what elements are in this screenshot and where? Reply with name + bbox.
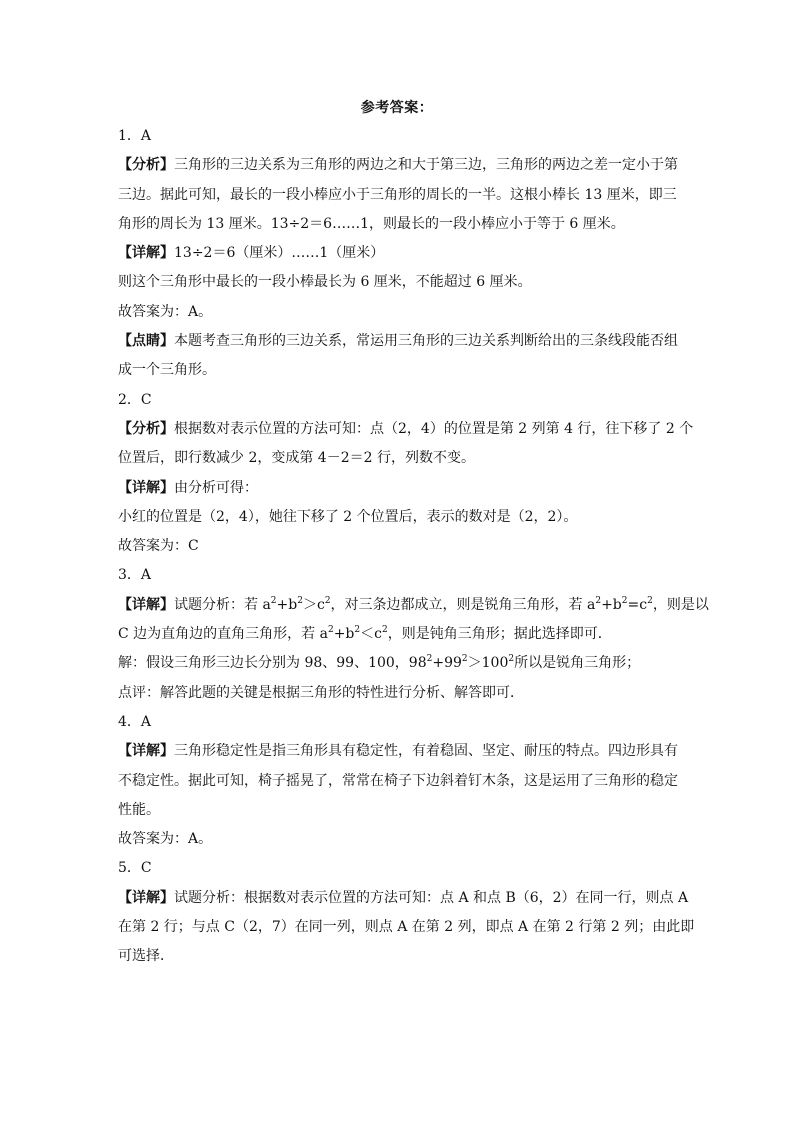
q5-detail-line-2: 在第 2 行；与点 C（2，7）在同一列，则点 A 在第 2 列，即点 A 在第 2 行第 2 列；由此即	[118, 919, 695, 936]
q3-text-seg: 试题分析：若 a	[174, 596, 271, 613]
q4-detail-line-1	[118, 737, 678, 766]
q1-analysis-text-1: 三角形的三边关系为三角形的两边之和大于第三边，三角形的两边之差一定小于第	[174, 157, 678, 174]
q1-analysis-line-1	[118, 151, 678, 180]
q3-text-seg: +99	[432, 655, 462, 672]
q1-analysis-line-2: 三边。据此可知，最长的一段小棒应小于三角形的周长的一半。这根小棒长 13 厘米，即三	[118, 186, 677, 203]
superscript: 2	[327, 625, 334, 636]
q2-detail-text-1: 由分析可得：	[174, 479, 258, 496]
point-tag: 【点睛】	[118, 333, 174, 350]
q4-detail-text-1: 三角形稳定性是指三角形具有稳定性，有着稳固、坚定、耐压的特点。四边形具有	[174, 743, 678, 760]
q4-detail-line-2: 不稳定性。据此可知，椅子摇晃了，常常在椅子下边斜着钉木条，这是运用了三角形的稳定	[118, 772, 678, 789]
q3-text-seg: 解：假设三角形三边长分别为 98、99、100，98	[118, 655, 427, 672]
superscript: 2	[621, 595, 628, 606]
q5-detail-line-3: 可选择．	[118, 948, 174, 965]
q2-answer: 故答案为：C	[118, 538, 199, 555]
superscript: 2	[270, 595, 277, 606]
q4-detail-line-3: 性能。	[118, 801, 160, 818]
q2-analysis-line-1	[118, 415, 694, 444]
q1-detail-line-1	[118, 239, 678, 268]
q1-analysis-line-3: 角形的周长为 13 厘米。13÷2＝6……1，则最长的一段小棒应小于等于 6 厘米。	[118, 215, 625, 232]
q2-analysis-text-1: 根据数对表示位置的方法可知：点（2，4）的位置是第 2 列第 4 行，往下移了 2 个	[174, 420, 694, 437]
q2-detail-line-2: 小红的位置是（2，4），她往下移了 2 个位置后，表示的数对是（2，2）。	[118, 508, 578, 525]
superscript: 2	[354, 625, 361, 636]
q2-number: 2．C	[118, 391, 152, 408]
q1-number: 1．A	[118, 128, 152, 144]
superscript: 2	[297, 595, 303, 606]
superscript: 2	[461, 654, 468, 665]
detail-tag: 【详解】	[118, 479, 174, 496]
q3-comment-line: 点评：解答此题的关键是根据三角形的特性进行分析、解答即可．	[118, 684, 524, 701]
q3-detail-line-1	[118, 591, 709, 620]
q3-text-seg: ，对三条边都成立，则是锐角三角形，若 a	[330, 596, 596, 613]
detail-tag: 【详解】	[118, 596, 174, 613]
q3-text-seg: ，则是钝角三角形；据此选择即可．	[387, 626, 612, 643]
q5-detail-line-1	[118, 884, 689, 913]
q4-answer: 故答案为：A。	[118, 831, 213, 848]
q3-text-seg: ＞100	[467, 655, 509, 672]
q5-detail-text-1: 试题分析：根据数对表示位置的方法可知：点 A 和点 B（6，2）在同一行，则点 A	[174, 889, 689, 906]
q3-text-seg: ＜c	[360, 626, 382, 643]
q3-text-seg: +b	[601, 596, 622, 613]
q3-detail-line-2	[118, 620, 678, 649]
q3-number: 3．A	[118, 567, 152, 584]
superscript: 2	[595, 595, 602, 606]
q3-text-seg: 所以是锐角三角形；	[514, 655, 641, 672]
q1-detail-line-2: 则这个三角形中最长的一段小棒最长为 6 厘米，不能超过 6 厘米。	[118, 274, 532, 291]
page-title: 参考答案：	[360, 100, 434, 116]
detail-tag: 【详解】	[118, 743, 174, 760]
q3-text-seg: +b	[276, 596, 298, 613]
analysis-tag: 【分析】	[118, 157, 174, 174]
answer-content	[118, 122, 709, 972]
q4-number: 4．A	[118, 713, 152, 730]
q3-text-seg: ，则是以	[652, 596, 709, 613]
q3-solution-line	[118, 649, 678, 678]
detail-tag: 【详解】	[118, 245, 174, 262]
q1-answer: 故答案为：A。	[118, 303, 213, 320]
q1-point-text-1: 本题考查三角形的三边关系，常运用三角形的三边关系判断给出的三条线段能否组	[174, 333, 678, 350]
q3-text-seg: C 边为直角边的直角三角形，若 a	[118, 626, 328, 643]
q5-number: 5．C	[118, 860, 152, 877]
superscript: 2	[381, 625, 388, 636]
q3-text-seg: +b	[333, 626, 355, 643]
q3-text-seg: ＞c	[302, 596, 325, 613]
q1-point-line-1	[118, 327, 678, 356]
q1-detail-text-1: 13÷2＝6（厘米）……1（厘米）	[174, 245, 385, 262]
superscript: 2	[426, 654, 433, 665]
q2-detail-line-1	[118, 474, 678, 503]
superscript: 2	[647, 595, 653, 606]
q3-text-seg: =c	[627, 596, 648, 613]
detail-tag: 【详解】	[118, 889, 174, 906]
q1-point-line-2: 成一个三角形。	[118, 362, 216, 379]
analysis-tag: 【分析】	[118, 420, 174, 437]
superscript: 2	[324, 595, 331, 606]
q2-analysis-line-2: 位置后，即行数减少 2，变成第 4－2＝2 行，列数不变。	[118, 450, 475, 467]
superscript: 2	[508, 654, 515, 665]
